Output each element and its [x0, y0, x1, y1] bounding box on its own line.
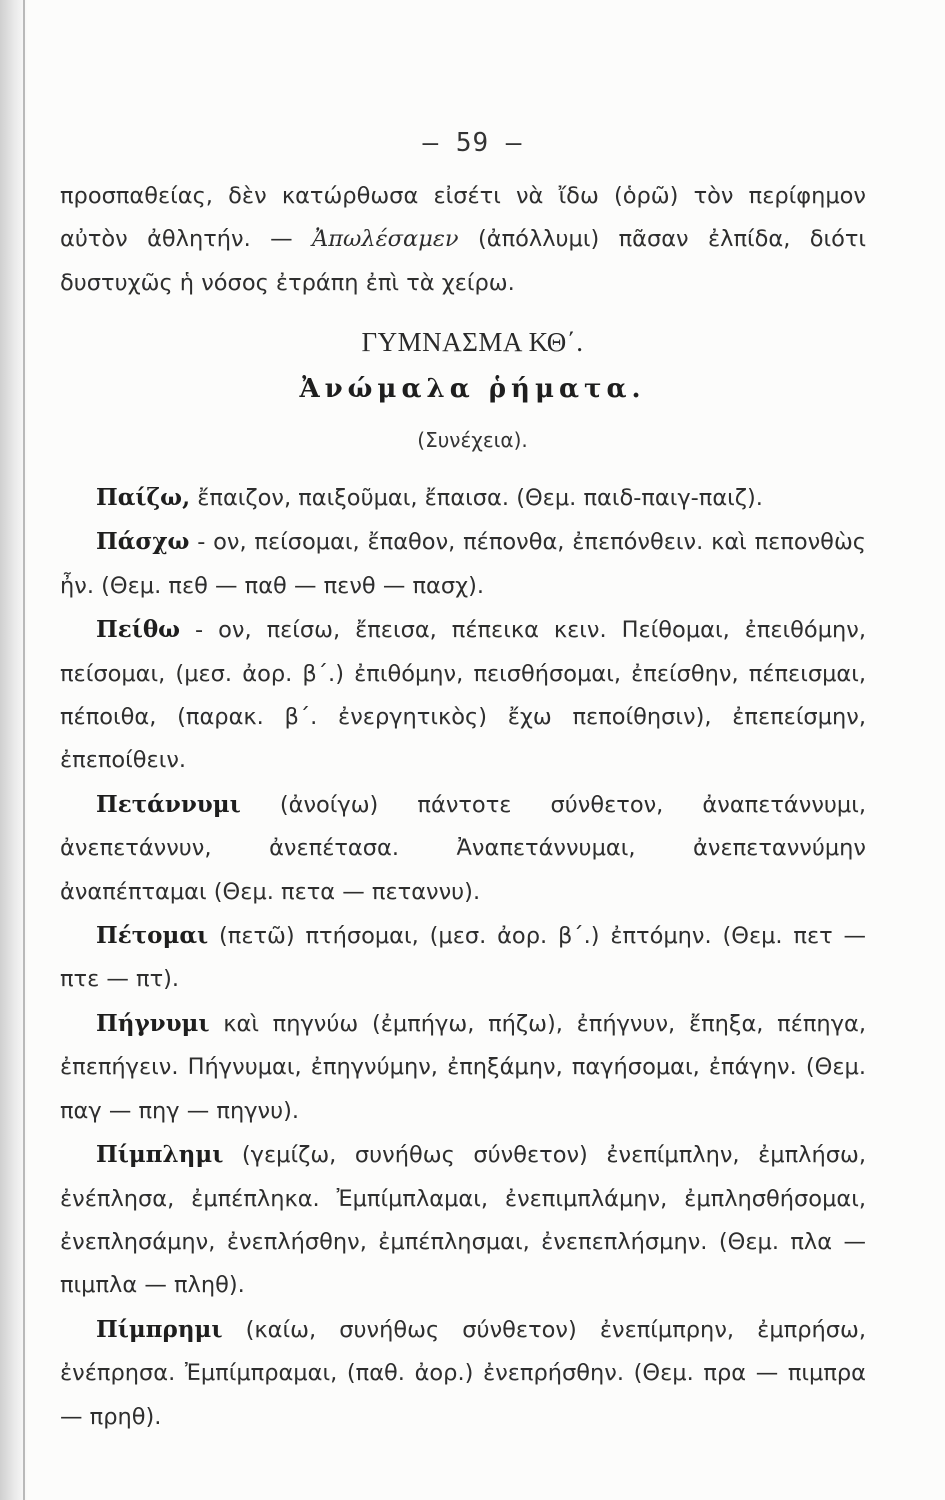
intro-text-after: (ἀπόλλυμι) πᾶσαν ἐλπίδα, διότι δυστυχῶς ἡ νόσος ἐτράπη ἐπὶ τὰ χείρω. [60, 226, 866, 296]
binding-line [23, 0, 25, 1500]
verb-entry [60, 1002, 866, 1133]
verb-entry [60, 608, 866, 783]
verb-headword: Πίμπλημι [96, 1141, 224, 1169]
verb-entry [60, 1133, 866, 1308]
verb-forms: (καίω, συνήθως σύνθετον) ἐνεπίμπρην, ἐμπρήσω, ἐνέπρησα. Ἐμπίμπραμαι, (παθ. ἀορ.) ἐνεπρήσθην. (Θεμ. πρα — πιμπρα — πρηθ). [60, 1316, 866, 1430]
verb-forms: (πετῶ) πτήσομαι, (μεσ. ἀορ. β΄.) ἐπτόμην. (Θεμ. πετ — πτε — πτ). [60, 923, 866, 993]
verb-entry [60, 914, 866, 1002]
verb-headword: Πέτομαι [96, 922, 209, 950]
section-title: ΓΥΜΝΑΣΜΑ ΚΘ΄. [361, 327, 584, 357]
section-subtitle: Ἀνώμαλα ῥήματα. [299, 374, 646, 404]
verb-entry [60, 783, 866, 914]
intro-paragraph [60, 175, 866, 305]
intro-highlight-word: Ἀπωλέσαμεν [311, 226, 459, 253]
intro-text-before: προσπαθείας, δὲν κατώρθωσα εἰσέτι νὰ ἴδω (ὁρῶ) τὸν περίφημον αὐτὸν ἀθλητήν. — [60, 183, 866, 253]
verb-headword: Πήγνυμι [96, 1009, 210, 1037]
verb-headword: Πείθω [96, 616, 181, 644]
verb-entries [60, 476, 866, 1439]
verb-entry [60, 476, 866, 520]
continuation-note: (Συνέχεια). [417, 428, 528, 452]
intro-text [60, 175, 866, 305]
verb-forms: (ἀνοίγω) πάντοτε σύνθετον, ἀναπετάννυμι, ἀνεπετάννυν, ἀνεπέτασα. Ἀναπετάννυμαι, ἀνεπεταννύμην ἀναπέπταμαι (Θεμ. πετα — πεταννυ). [60, 791, 866, 905]
verb-forms: - ον, πείσω, ἔπεισα, πέπεικα κειν. Πείθομαι, ἐπειθόμην, πείσομαι, (μεσ. ἀορ. β΄.) ἐπιθόμην, πεισθήσομαι, ἐπείσθην, πέπεισμαι, πέποιθα, (παρακ. β΄. ἐνεργητικὸς) ἔχω πεποίθησιν), ἐπεπείσμην, ἐπεποίθειν. [60, 617, 866, 774]
verb-forms: (γεμίζω, συνήθως σύνθετον) ἐνεπίμπλην, ἐμπλήσω, ἐνέπλησα, ἐμπέπληκα. Ἐμπίμπλαμαι, ἐνεπιμπλάμην, ἐμπλησθήσομαι, ἐνεπλησάμην, ἐνεπλήσθην, ἐμπέπλησμαι, ἐνεπεπλήσμην. (Θεμ. πλα — πιμπλα — πληθ). [60, 1142, 866, 1299]
verb-forms: καὶ πηγνύω (ἐμπήγω, πήζω), ἐπήγνυν, ἔπηξα, πέπηγα, ἐπεπήγειν. Πήγνυμαι, ἐπηγνύμην, ἐπηξάμην, παγήσομαι, ἐπάγην. (Θεμ. παγ — πηγ — πηγνυ). [60, 1010, 866, 1124]
verb-headword: Πίμπρημι [96, 1315, 223, 1343]
verb-entry [60, 520, 866, 608]
verb-forms: - ον, πείσομαι, ἔπαθον, πέπονθα, ἐπεπόνθειν. καὶ πεπονθὼς ἦν. (Θεμ. πεθ — παθ — πενθ — πασχ). [60, 529, 866, 599]
page-number: — 59 — [422, 128, 523, 158]
verb-forms: ἔπαιζον, παιξοῦμαι, ἔπαισα. (Θεμ. παιδ-παιγ-παιζ). [190, 485, 763, 511]
verb-entry [60, 1308, 866, 1439]
verb-headword: Πετάννυμι [96, 790, 241, 818]
verb-headword: Παίζω, [96, 484, 191, 511]
verb-headword: Πάσχω [96, 528, 190, 556]
